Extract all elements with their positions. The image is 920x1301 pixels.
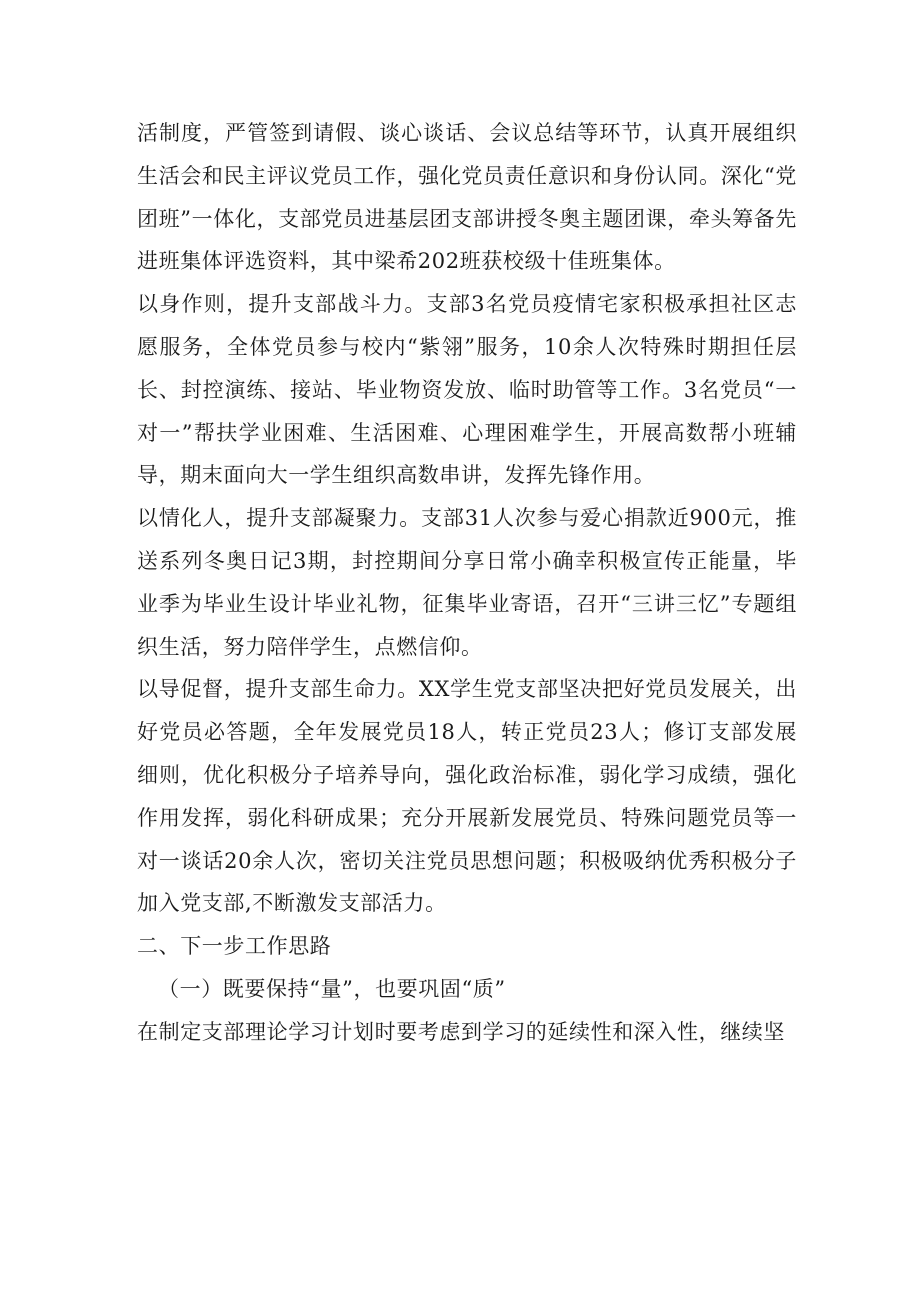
section-heading: 二、下一步工作思路 xyxy=(137,934,332,959)
subsection-heading: （一）既要保持“量”，也要巩固“质” xyxy=(158,976,506,1001)
paragraph-study-plan: 在制定支部理论学习计划时要考虑到学习的延续性和深入性，继续坚 xyxy=(137,1019,785,1044)
document-body xyxy=(137,112,797,1054)
paragraph-combat-power: 以身作则，提升支部战斗力。支部3名党员疫情宅家积极承担社区志愿服务，全体党员参与校内“紫翎”服务，10余人次特殊时期担任层长、封控演练、接站、毕业物资发放、临时助管等工作。3名党员“一对一”帮扶学业困难、生活困难、心理困难学生，开展高数帮小班辅导，期末面向大一学生组织高数串讲，发挥先锋作用。 xyxy=(137,292,797,488)
paragraph-vitality: 以导促督，提升支部生命力。XX学生党支部坚决把好党员发展关，出好党员必答题，全年发展党员18人，转正党员23人；修订支部发展细则，优化积极分子培养导向，强化政治标准，弱化学习成绩，强化作用发挥，弱化科研成果；充分开展新发展党员、特殊问题党员等一对一谈话20余人次，密切关注党员思想问题；积极吸纳优秀积极分子加入党支部,不断激发支部活力。 xyxy=(137,677,797,916)
paragraph-cohesion: 以情化人，提升支部凝聚力。支部31人次参与爱心捐款近900元，推送系列冬奥日记3期，封控期间分享日常小确幸积极宣传正能量，毕业季为毕业生设计毕业礼物，征集毕业寄语，召开“三讲三忆”专题组织生活，努力陪伴学生，点燃信仰。 xyxy=(137,506,797,659)
paragraph-organization-life: 活制度，严管签到请假、谈心谈话、会议总结等环节，认真开展组织生活会和民主评议党员工作，强化党员责任意识和身份认同。深化“党团班”一体化，支部党员进基层团支部讲授冬奥主题团课，牵头筹备先进班集体评选资料，其中梁希202班获校级十佳班集体。 xyxy=(137,121,797,274)
